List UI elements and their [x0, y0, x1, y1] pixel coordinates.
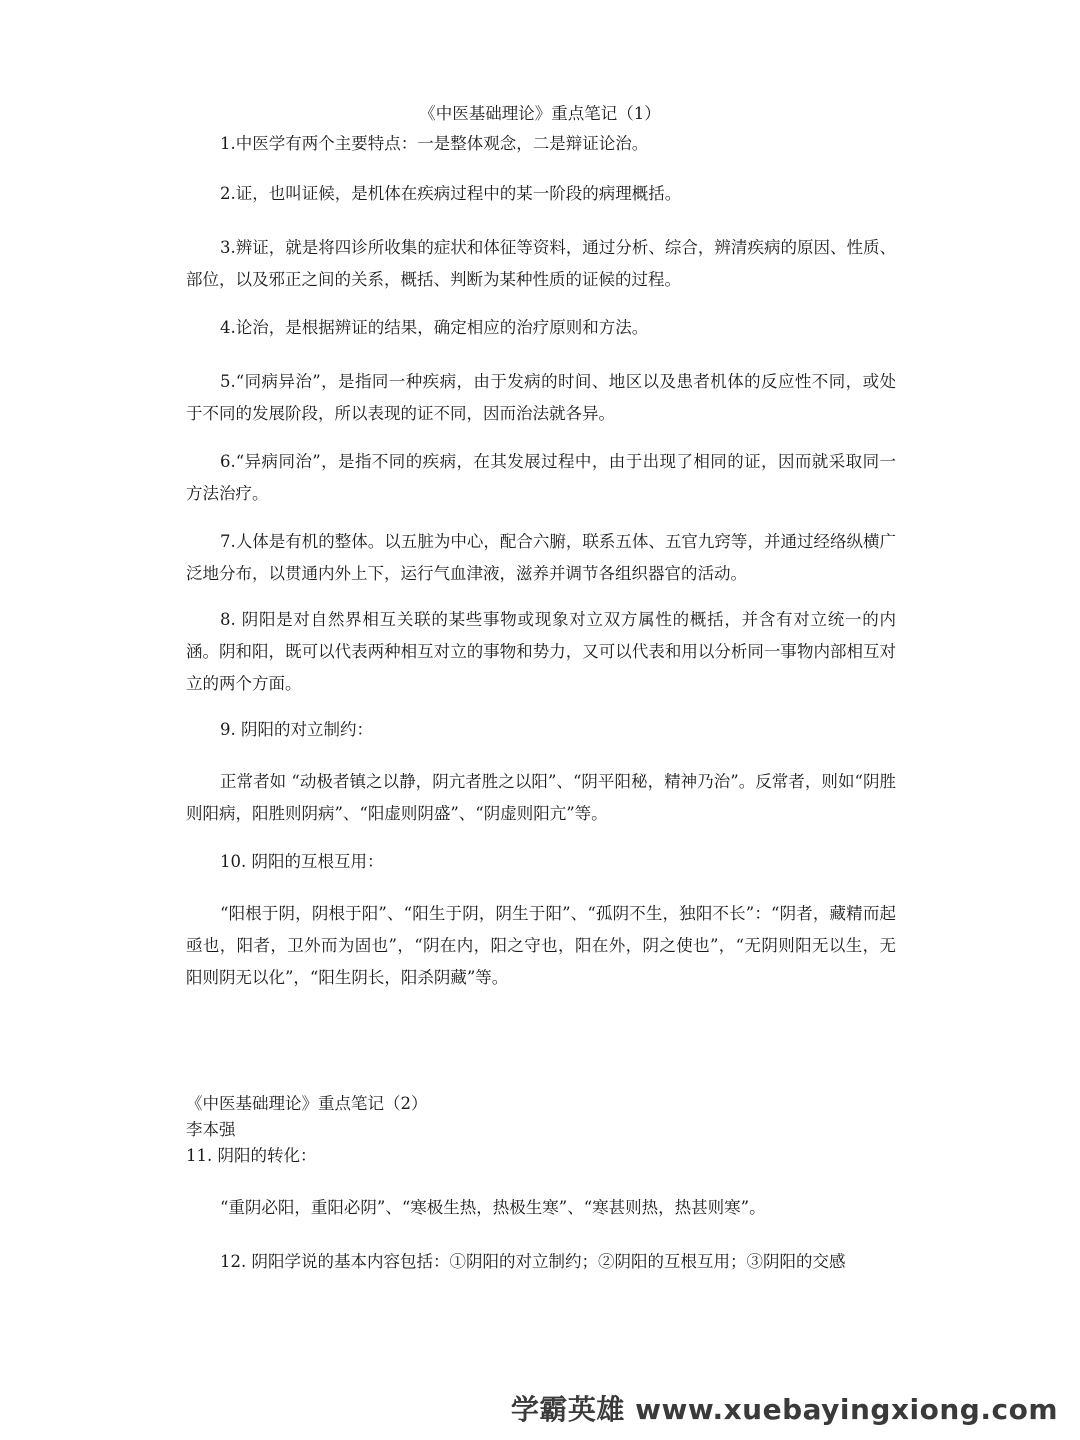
site-watermark: 学霸英雄 www.xuebayingxiong.com [510, 1393, 1058, 1426]
paragraph-2: 2.证，也叫证候，是机体在疾病过程中的某一阶段的病理概括。 [220, 184, 682, 203]
paragraph-9: 9. 阴阳的对立制约： [220, 720, 373, 739]
paragraph-9a: 正常者如 “动极者镇之以静，阴亢者胜之以阳”、“阴平阳秘，精神乃治”。反常者，则如“阴胜则阳病，阳胜则阴病”、“阳虚则阴盛”、“阴虚则阳亢”等。 [186, 772, 896, 823]
paragraph-8: 8. 阴阳是对自然界相互关联的某些事物或现象对立双方属性的概括，并含有对立统一的内涵。阴和阳，既可以代表两种相互对立的事物和势力，又可以代表和用以分析同一事物内部相互对立的两个方面。 [186, 610, 896, 693]
paragraph-3: 3.辨证，就是将四诊所收集的症状和体征等资料，通过分析、综合，辨清疾病的原因、性质、部位，以及邪正之间的关系，概括、判断为某种性质的证候的过程。 [186, 238, 896, 289]
paragraph-7: 7.人体是有机的整体。以五脏为中心，配合六腑，联系五体、五官九窍等，并通过经络纵横广泛地分布，以贯通内外上下，运行气血津液，滋养并调节各组织器官的活动。 [186, 532, 896, 583]
section2-title: 《中医基础理论》重点笔记（2） [186, 1094, 428, 1113]
paragraph-6: 6.“异病同治”，是指不同的疾病，在其发展过程中，由于出现了相同的证，因而就采取同一方法治疗。 [186, 452, 896, 503]
paragraph-1: 1.中医学有两个主要特点：一是整体观念，二是辩证论治。 [220, 134, 649, 153]
paragraph-10: 10. 阴阳的互根互用： [220, 852, 384, 871]
paragraph-12: 12. 阴阳学说的基本内容包括：①阴阳的对立制约；②阴阳的互根互用；③阴阳的交感 [220, 1252, 846, 1271]
paragraph-5: 5.“同病异治”，是指同一种疾病，由于发病的时间、地区以及患者机体的反应性不同，或处于不同的发展阶段，所以表现的证不同，因而治法就各异。 [186, 372, 896, 423]
section1-title: 《中医基础理论》重点笔记（1） [419, 104, 661, 123]
paragraph-11: 11. 阴阳的转化： [186, 1146, 317, 1165]
paragraph-4: 4.论治，是根据辨证的结果，确定相应的治疗原则和方法。 [220, 318, 649, 337]
paragraph-10a: “阳根于阴，阴根于阳”、“阳生于阴，阴生于阳”、“孤阴不生，独阳不长”：“阴者，藏精而起亟也，阳者，卫外而为固也”，“阴在内，阳之守也，阳在外，阴之使也”，“无阴则阳无以生，无阳则阴无以化”，“阳生阴长，阳杀阴藏”等。 [186, 904, 896, 987]
paragraph-11a: “重阴必阳，重阳必阴”、“寒极生热，热极生寒”、“寒甚则热，热甚则寒”。 [220, 1198, 766, 1217]
author-name: 李本强 [186, 1120, 236, 1139]
